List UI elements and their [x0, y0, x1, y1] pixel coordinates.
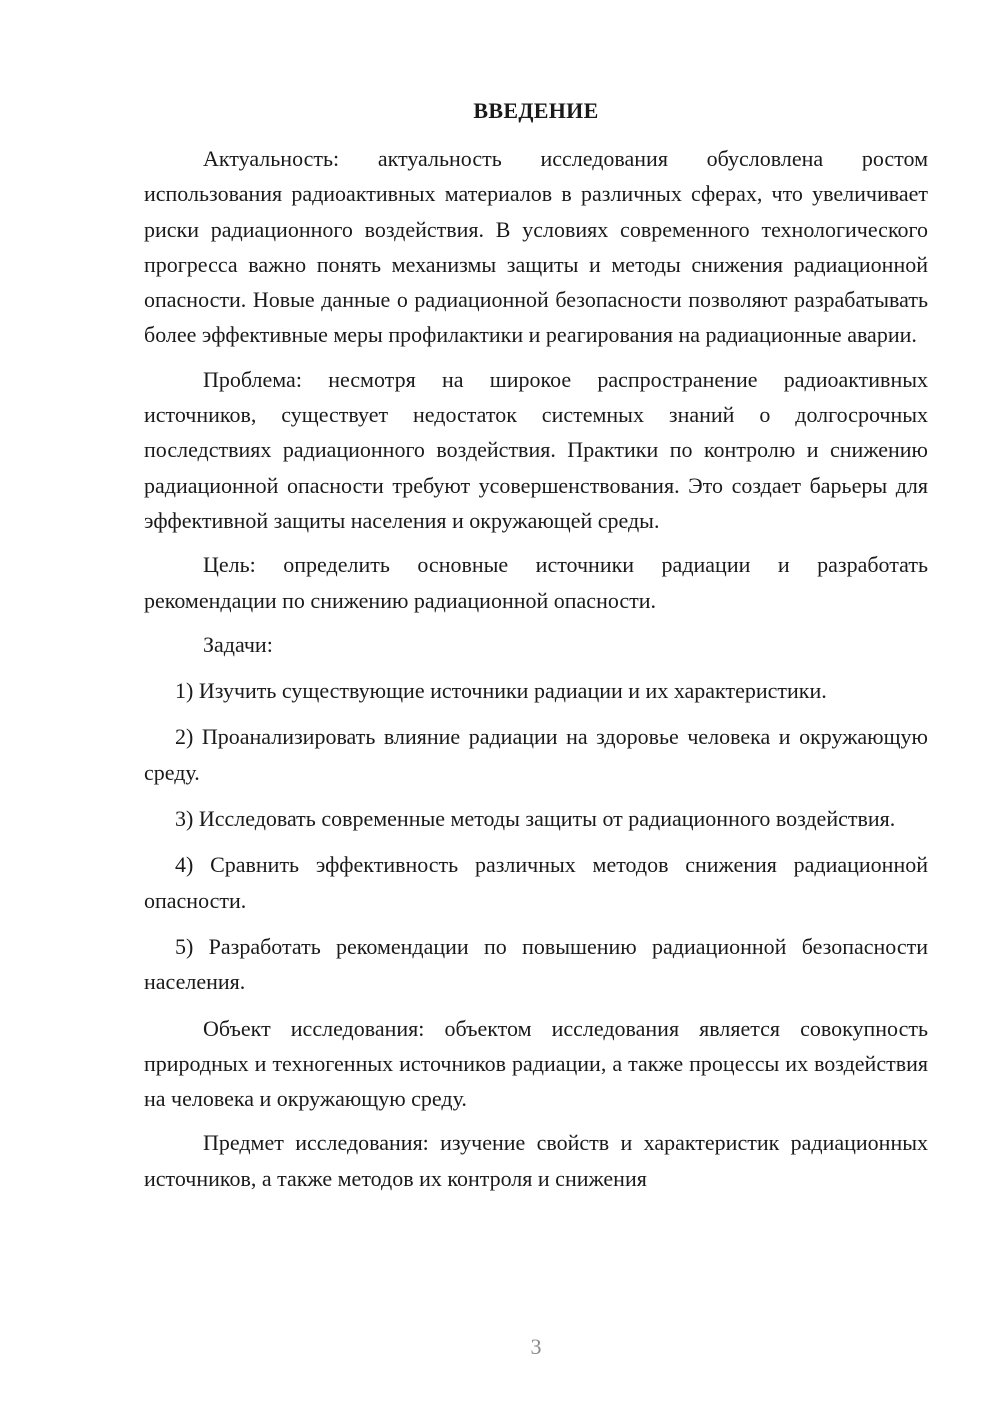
- task-item-2: 2) Проанализировать влияние радиации на здоровье человека и окружающую среду.: [144, 724, 928, 785]
- section-title: ВВЕДЕНИЕ: [473, 98, 599, 123]
- task-item-4: 4) Сравнить эффективность различных методов снижения радиационной опасности.: [144, 852, 928, 913]
- body-text: [144, 141, 928, 1205]
- task-item-5: 5) Разработать рекомендации по повышению радиационной безопасности населения.: [144, 933, 928, 995]
- task-item-3: 3) Исследовать современные методы защиты от радиационного воздействия.: [175, 806, 896, 832]
- paragraph-tasks-heading: Задачи:: [203, 631, 273, 657]
- paragraph-object: Объект исследования: объектом исследования является совокупность природных и техногенных источников радиации, а также процессы их воздействия на человека и окружающую среду.: [144, 1015, 928, 1112]
- paragraph-subject: Предмет исследования: изучение свойств и характеристик радиационных источников, а также методов их контроля и снижения: [144, 1130, 928, 1191]
- page-number: 3: [530, 1334, 542, 1359]
- paragraph-goal: Цель: определить основные источники радиации и разработать рекомендации по снижению радиационной опасности.: [144, 552, 928, 613]
- paragraph-problem: Проблема: несмотря на широкое распространение радиоактивных источников, существует недостаток системных знаний о долгосрочных последствиях радиационного воздействия. Практики по контролю и снижению радиационной опасности требуют усовершенствования. Это создает барьеры для эффективной защиты населения и окружающей среды.: [144, 366, 928, 533]
- paragraph-relevance: Актуальность: актуальность исследования обусловлена ростом использования радиоактивных материалов в различных сферах, что увеличивает риски радиационного воздействия. В условиях современного технологического прогресса важно понять механизмы защиты и методы снижения радиационной опасности. Новые данные о радиационной безопасности позволяют разрабатывать более эффективные меры профилактики и реагирования на радиационные аварии.: [144, 146, 928, 348]
- document-page: [144, 0, 928, 1414]
- task-item-1: 1) Изучить существующие источники радиации и их характеристики.: [175, 678, 827, 704]
